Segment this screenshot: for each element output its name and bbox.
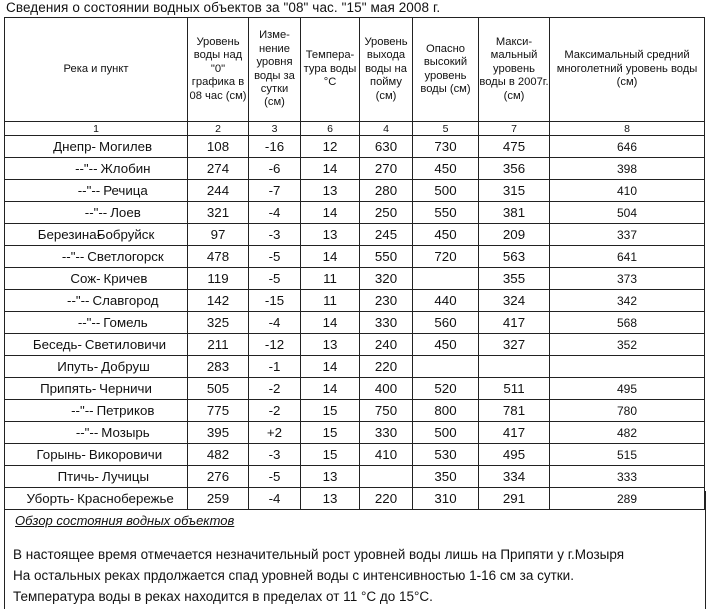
river-point-cell [5,202,188,224]
river-name: Беседь- [32,336,82,352]
cell-max2007: 355 [479,268,550,290]
point-name: Жлобин [100,160,151,176]
point-name: Викоровичи [88,446,163,462]
cell-floodplain: 410 [360,444,413,466]
cell-change: -4 [249,312,301,334]
table-row [5,356,705,378]
cell-max2007: 209 [479,224,550,246]
river-name: --"-- [77,182,101,198]
table-row [5,246,705,268]
river-name: Сож- [70,270,101,286]
cell-level: 395 [188,422,249,444]
cell-floodplain: 270 [360,158,413,180]
column-header: Макси-мальный уровень воды в 2007г. (см) [479,18,550,122]
cell-level: 276 [188,466,249,488]
river-name: --"-- [75,424,99,440]
cell-change: -5 [249,268,301,290]
table-row [5,312,705,334]
river-point-cell [5,378,188,400]
river-name: Днепр- [53,138,96,154]
water-levels-table [4,17,705,510]
cell-level: 505 [188,378,249,400]
column-number: 3 [249,122,301,136]
column-header: Опасно высокий уровень воды (см) [413,18,479,122]
cell-danger: 720 [413,246,479,268]
cell-max2007: 495 [479,444,550,466]
cell-floodplain: 550 [360,246,413,268]
cell-level: 325 [188,312,249,334]
cell-danger [413,356,479,378]
cell-danger: 450 [413,158,479,180]
cell-max2007: 291 [479,488,550,510]
column-header: Изме-нение уровня воды за сутки (см) [249,18,301,122]
cell-avgmax: 568 [550,312,705,334]
cell-change: -1 [249,356,301,378]
table-row [5,334,705,356]
cell-floodplain: 250 [360,202,413,224]
river-name: --"-- [67,292,90,308]
column-number: 6 [301,122,360,136]
point-name: Могилев [98,138,153,154]
cell-avgmax: 504 [550,202,705,224]
column-header: Темпера-тура воды °С [301,18,360,122]
cell-avgmax: 515 [550,444,705,466]
header-row [5,18,705,122]
cell-temp: 15 [301,444,360,466]
table-row [5,202,705,224]
cell-avgmax: 289 [550,488,705,510]
river-point-cell [5,312,188,334]
review-paragraph: Температура воды в реках находится в пределах от 11 °С до 15°С. [13,589,433,604]
cell-avgmax: 780 [550,400,705,422]
river-name: --"-- [84,204,108,220]
river-point-cell [5,466,188,488]
cell-floodplain: 330 [360,422,413,444]
review-paragraph: На остальных реках прдолжается спад уровней воды с интенсивностью 1-16 см за сутки. [13,568,574,583]
cell-danger: 550 [413,202,479,224]
river-name: --"-- [75,160,98,176]
river-point-cell [5,246,188,268]
cell-danger: 310 [413,488,479,510]
point-name: Черничи [99,380,152,396]
cell-level: 211 [188,334,249,356]
river-point-cell [5,444,188,466]
cell-avgmax: 495 [550,378,705,400]
cell-avgmax: 352 [550,334,705,356]
river-name: Березина- [37,226,102,242]
column-number: 7 [479,122,550,136]
cell-avgmax: 373 [550,268,705,290]
cell-change: -5 [249,246,301,268]
cell-danger: 440 [413,290,479,312]
column-number: 4 [360,122,413,136]
review-heading: Обзор состояния водных объектов [15,513,235,528]
cell-temp: 15 [301,400,360,422]
cell-max2007: 417 [479,312,550,334]
cell-change: -3 [249,444,301,466]
review-paragraph: В настоящее время отмечается незначительный рост уровней воды лишь на Припяти у г.Мозыря [13,547,625,562]
column-header: Река и пункт [5,18,188,122]
cell-floodplain: 220 [360,488,413,510]
point-name: Бобруйск [96,226,155,242]
cell-level: 97 [188,224,249,246]
cell-max2007: 334 [479,466,550,488]
river-name: Уборть- [26,490,75,506]
cell-level: 108 [188,136,249,158]
table-row [5,400,705,422]
cell-floodplain: 220 [360,356,413,378]
river-point-cell [5,290,188,312]
cell-avgmax: 342 [550,290,705,312]
cell-level: 478 [188,246,249,268]
river-point-cell [5,136,188,158]
cell-floodplain: 750 [360,400,413,422]
cell-danger: 530 [413,444,479,466]
cell-change: -3 [249,224,301,246]
cell-floodplain: 240 [360,334,413,356]
cell-danger: 730 [413,136,479,158]
cell-level: 259 [188,488,249,510]
cell-change: +2 [249,422,301,444]
cell-temp: 14 [301,312,360,334]
cell-level: 274 [188,158,249,180]
cell-level: 119 [188,268,249,290]
cell-avgmax: 410 [550,180,705,202]
column-header: Уровень воды над "0" графика в 08 час (см) [188,18,249,122]
river-point-cell [5,356,188,378]
table-row [5,422,705,444]
table-row [5,224,705,246]
river-name: --"-- [77,314,101,330]
cell-floodplain: 280 [360,180,413,202]
cell-floodplain: 630 [360,136,413,158]
column-number: 8 [550,122,705,136]
column-number: 1 [5,122,188,136]
cell-floodplain [360,466,413,488]
cell-change: -15 [249,290,301,312]
cell-temp: 14 [301,356,360,378]
cell-temp: 11 [301,290,360,312]
cell-temp: 11 [301,268,360,290]
cell-level: 775 [188,400,249,422]
column-number-row [5,122,705,136]
cell-danger: 450 [413,224,479,246]
cell-temp: 14 [301,158,360,180]
point-name: Краснобережье [77,490,174,506]
cell-max2007: 781 [479,400,550,422]
cell-max2007: 511 [479,378,550,400]
cell-change: -2 [249,400,301,422]
cell-avgmax: 398 [550,158,705,180]
cell-change: -5 [249,466,301,488]
cell-temp: 14 [301,202,360,224]
river-name: --"-- [61,248,85,264]
cell-max2007: 417 [479,422,550,444]
table-row [5,378,705,400]
cell-max2007: 563 [479,246,550,268]
column-number: 2 [188,122,249,136]
cell-max2007: 381 [479,202,550,224]
cell-level: 482 [188,444,249,466]
cell-max2007: 324 [479,290,550,312]
cell-change: -4 [249,488,301,510]
cell-danger: 500 [413,422,479,444]
river-name: --"-- [71,402,94,418]
cell-change: -4 [249,202,301,224]
cell-max2007: 475 [479,136,550,158]
cell-avgmax: 337 [550,224,705,246]
column-header: Максимальный средний многолетний уровень воды (см) [550,18,705,122]
cell-danger: 520 [413,378,479,400]
cell-floodplain: 320 [360,268,413,290]
cell-change: -2 [249,378,301,400]
point-name: Светлогорск [87,248,164,264]
cell-temp: 13 [301,466,360,488]
cell-max2007: 315 [479,180,550,202]
river-point-cell [5,224,188,246]
cell-max2007 [479,356,550,378]
cell-avgmax: 646 [550,136,705,158]
cell-change: -6 [249,158,301,180]
cell-level: 142 [188,290,249,312]
table-row [5,444,705,466]
cell-danger: 350 [413,466,479,488]
cell-temp: 13 [301,224,360,246]
review-section [4,491,706,609]
cell-change: -7 [249,180,301,202]
cell-temp: 13 [301,334,360,356]
cell-change: -12 [249,334,301,356]
table-row [5,158,705,180]
cell-avgmax: 482 [550,422,705,444]
cell-floodplain: 245 [360,224,413,246]
cell-temp: 13 [301,488,360,510]
cell-temp: 12 [301,136,360,158]
table-row [5,466,705,488]
point-name: Петриков [96,402,155,418]
table-row [5,136,705,158]
river-point-cell [5,158,188,180]
point-name: Славгород [92,292,159,308]
point-name: Мозырь [101,424,150,440]
cell-temp: 14 [301,378,360,400]
column-header: Уровень выхода воды на пойму (см) [360,18,413,122]
cell-floodplain: 230 [360,290,413,312]
river-point-cell [5,268,188,290]
document-title: Сведения о состоянии водных объектов за "08" час. "15" мая 2008 г. [6,0,441,15]
table-row [5,180,705,202]
cell-level: 283 [188,356,249,378]
river-name: Ипуть- [57,358,99,374]
point-name: Гомель [103,314,148,330]
river-name: Горынь- [36,446,86,462]
cell-level: 321 [188,202,249,224]
point-name: Светиловичи [84,336,167,352]
cell-change: -16 [249,136,301,158]
river-point-cell [5,422,188,444]
cell-danger: 500 [413,180,479,202]
point-name: Лоев [110,204,141,220]
cell-level: 244 [188,180,249,202]
cell-danger [413,268,479,290]
cell-avgmax [550,356,705,378]
table-row [5,268,705,290]
cell-danger: 560 [413,312,479,334]
river-point-cell [5,180,188,202]
river-name: Припять- [40,380,97,396]
point-name: Лучицы [101,468,150,484]
cell-danger: 450 [413,334,479,356]
cell-temp: 15 [301,422,360,444]
cell-danger: 800 [413,400,479,422]
cell-avgmax: 333 [550,466,705,488]
cell-max2007: 356 [479,158,550,180]
point-name: Добруш [101,358,150,374]
cell-avgmax: 641 [550,246,705,268]
river-name: Птичь- [57,468,99,484]
cell-max2007: 327 [479,334,550,356]
table-row [5,290,705,312]
river-point-cell [5,334,188,356]
river-point-cell [5,400,188,422]
point-name: Кричев [103,270,148,286]
cell-floodplain: 400 [360,378,413,400]
column-number: 5 [413,122,479,136]
point-name: Речица [103,182,148,198]
cell-floodplain: 330 [360,312,413,334]
cell-temp: 14 [301,246,360,268]
cell-temp: 13 [301,180,360,202]
